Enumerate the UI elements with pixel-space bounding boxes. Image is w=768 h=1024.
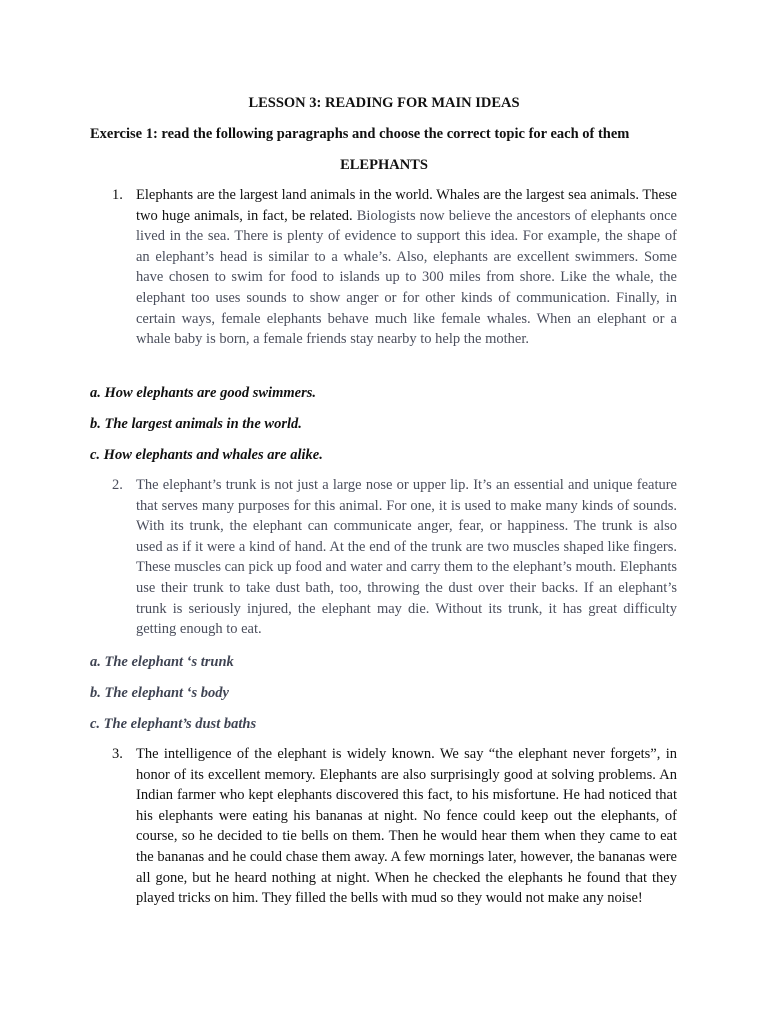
paragraph-number: 3.	[112, 746, 123, 762]
option-a: a. How elephants are good swimmers.	[90, 385, 316, 401]
exercise-instruction: Exercise 1: read the following paragraphs and choose the correct topic for each of them	[90, 126, 630, 142]
option-c: c. How elephants and whales are alike.	[90, 447, 323, 463]
paragraph-1	[112, 185, 677, 350]
option-c: c. The elephant’s dust baths	[90, 716, 257, 732]
option-b: b. The elephant ‘s body	[90, 685, 229, 701]
paragraph-text: The intelligence of the elephant is widely known. We say “the elephant never forgets”, in honor of its excellent memory. Elephants are also surprisingly good at solving problems. An Indian farmer who kept elephants discovered this fact, to his misfortune. He had noticed that his elephants were eating his bananas at night. No fence could keep out the elephants, of course, so he decided to tie bells on them. Then he would hear them when they came to eat the bananas and he could chase them away. A few mornings later, however, the bananas were all gone, but he heard nothing at night. When he checked the elephants he found that they played tricks on him. They filled the bells with mud so they would not make any noise!	[136, 746, 677, 907]
paragraph-number: 1.	[112, 187, 123, 203]
paragraph-text-muted: Biologists now believe the ancestors of elephants once lived in the sea. There is plenty of evidence to support this idea. For example, the shape of an elephant’s head is similar to a whale’s. Also, elephants are excellent swimmers. Some have chosen to swim for food to islands up to 300 miles from shore. Like the whale, the elephant too uses sounds to show anger or for other kinds of communication. Finally, in certain ways, female elephants behave much like female whales. When an elephant or a whale baby is born, a female friends stay nearby to help the mother.	[136, 207, 677, 348]
paragraph-3	[112, 744, 677, 909]
paragraph-text: Elephants are the largest land animals in the world. Whales are the largest sea animals. These two huge animals, in fact, be related.	[136, 187, 677, 224]
option-a: a. The elephant ‘s trunk	[90, 654, 234, 670]
option-b: b. The largest animals in the world.	[90, 416, 302, 432]
paragraph-number: 2.	[112, 477, 123, 493]
paragraph-text-muted: The elephant’s trunk is not just a large nose or upper lip. It’s an essential and unique feature that serves many purposes for this animal. For one, it is used to make many kinds of sounds. With its trunk, the elephant can communicate anger, fear, or happiness. The trunk is also used as if it were a kind of hand. At the end of the trunk are two muscles shaped like fingers. These muscles can pick up food and water and carry them to the elephant’s mouth. Elephants use their trunk to take dust bath, too, throwing the dust over their backs. If an elephant’s trunk is seriously injured, the elephant may die. Without its trunk, it has great difficulty getting enough to eat.	[136, 477, 677, 638]
paragraph-2	[112, 475, 677, 640]
section-heading: ELEPHANTS	[340, 157, 428, 173]
lesson-title: LESSON 3: READING FOR MAIN IDEAS	[248, 95, 520, 111]
